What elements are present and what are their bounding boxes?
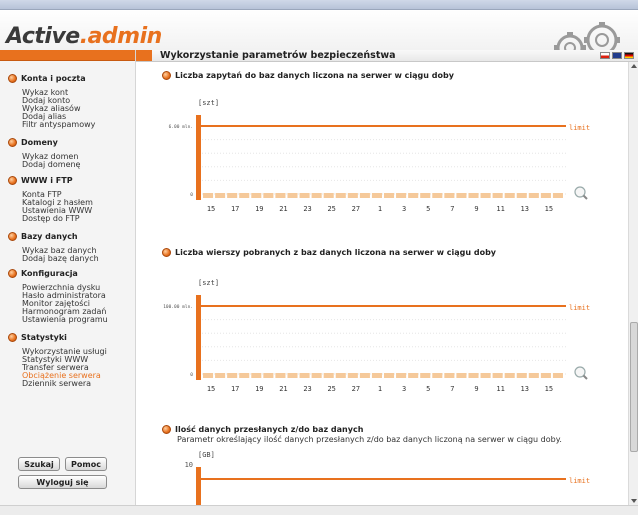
x-tick-label: 3 xyxy=(401,205,407,213)
sidebar-item-add-database[interactable]: Dodaj bazę danych xyxy=(22,254,99,263)
data-bar xyxy=(275,193,285,198)
x-tick-label: 23 xyxy=(303,385,312,393)
sidebar-item-ftp-access[interactable]: Dostęp do FTP xyxy=(22,214,80,223)
help-button[interactable]: Pomoc xyxy=(65,457,107,471)
data-bar xyxy=(420,373,430,378)
data-bar xyxy=(505,373,515,378)
data-bar xyxy=(456,193,466,198)
data-bar xyxy=(396,373,406,378)
sidebar-item-task-scheduler[interactable]: Harmonogram zadań xyxy=(22,307,107,316)
y-tick-label: 100.00 mln. xyxy=(163,305,193,310)
limit-label: limit xyxy=(569,304,591,312)
bullet-icon xyxy=(8,74,17,83)
sidebar-item-add-domain[interactable]: Dodaj domenę xyxy=(22,160,81,169)
chart-title: Ilość danych przesłanych z/do baz danych xyxy=(175,425,364,434)
data-bar xyxy=(384,373,394,378)
data-bar xyxy=(360,193,370,198)
x-tick-label: 27 xyxy=(351,205,361,213)
data-bar xyxy=(529,193,539,198)
data-bar xyxy=(384,193,394,198)
header xyxy=(0,10,638,50)
section-title: Bazy danych xyxy=(21,232,78,241)
data-bar xyxy=(432,373,442,378)
content-area xyxy=(136,62,628,505)
x-tick-label: 23 xyxy=(303,205,312,213)
search-button[interactable]: Szukaj xyxy=(18,457,60,471)
data-bar xyxy=(529,373,539,378)
x-tick-label: 15 xyxy=(206,205,216,213)
scroll-up-icon[interactable] xyxy=(631,64,637,68)
section-title: Statystyki xyxy=(21,333,67,342)
y-tick-label: 10 xyxy=(184,461,193,469)
chart-subtitle: Parametr określający ilość danych przesłanych z/do baz danych liczoną na serwer w ciągu doby. xyxy=(177,435,562,444)
logo[interactable] xyxy=(6,24,162,49)
data-bar xyxy=(324,193,334,198)
x-tick-label: 21 xyxy=(279,385,288,393)
chart-title: Liczba zapytań do baz danych liczona na serwer w ciągu doby xyxy=(175,71,454,80)
sidebar-section-databases xyxy=(8,232,99,263)
sidebar-item-add-alias[interactable]: Dodaj alias xyxy=(22,112,67,121)
data-bar xyxy=(481,373,491,378)
x-tick-label: 7 xyxy=(450,205,455,213)
y-axis-bar xyxy=(196,115,201,200)
x-tick-label: 25 xyxy=(327,205,336,213)
data-bar xyxy=(312,193,322,198)
data-bar xyxy=(372,193,382,198)
bullet-icon xyxy=(162,248,171,257)
data-bar xyxy=(408,373,418,378)
data-bar xyxy=(517,193,527,198)
data-bar xyxy=(336,373,346,378)
section-title: Konta i poczta xyxy=(21,74,86,83)
page-title: Wykorzystanie parametrów bezpieczeństwa xyxy=(160,50,396,61)
limit-label: limit xyxy=(569,124,591,132)
sidebar-item-password-dirs[interactable]: Katalogi z hasłem xyxy=(22,198,93,207)
x-tick-label: 13 xyxy=(520,205,529,213)
data-bar xyxy=(300,193,310,198)
x-tick-label: 1 xyxy=(377,205,383,213)
data-bar xyxy=(312,373,322,378)
data-bar xyxy=(324,373,334,378)
sidebar-section-domains xyxy=(8,138,80,169)
sidebar-item-server-transfer[interactable]: Transfer serwera xyxy=(22,363,89,372)
data-bar xyxy=(481,193,491,198)
y-axis-bar xyxy=(196,295,201,380)
data-bar xyxy=(227,373,237,378)
sidebar-item-ftp-accounts[interactable]: Konta FTP xyxy=(22,190,62,199)
x-tick-label: 17 xyxy=(230,205,240,213)
chart-rows xyxy=(136,242,628,402)
sidebar-item-add-account[interactable]: Dodaj konto xyxy=(22,96,71,105)
data-bar xyxy=(215,373,225,378)
data-bar xyxy=(541,193,551,198)
bullet-icon xyxy=(8,333,17,342)
data-bar xyxy=(420,193,430,198)
sidebar-item-server-log[interactable]: Dziennik serwera xyxy=(22,379,92,388)
data-bar xyxy=(444,373,454,378)
data-bar xyxy=(263,193,273,198)
data-bar xyxy=(360,373,370,378)
data-bar xyxy=(287,193,297,198)
y-axis-label: [szt] xyxy=(198,279,220,287)
content-titlebar xyxy=(136,50,638,62)
chart-title: Liczba wierszy pobranych z baz danych liczona na serwer w ciągu doby xyxy=(175,248,497,257)
logout-button[interactable]: Wyloguj się xyxy=(18,475,107,489)
x-tick-label: 9 xyxy=(474,205,479,213)
chart-title-row xyxy=(162,248,496,257)
sidebar-item-usage-monitor[interactable]: Monitor zajętości xyxy=(22,299,91,308)
sidebar-item-www-settings[interactable]: Ustawienia WWW xyxy=(22,206,93,215)
x-tick-label: 7 xyxy=(450,385,455,393)
y-tick-label: 0 xyxy=(190,193,193,198)
chart-queries-plot xyxy=(136,62,628,222)
y-axis-label: [szt] xyxy=(198,99,220,107)
zoom-icon-handle xyxy=(584,196,588,200)
data-bar xyxy=(263,373,273,378)
data-bar xyxy=(432,193,442,198)
chart-queries xyxy=(136,62,628,222)
chart-title-row xyxy=(162,71,454,80)
data-bar xyxy=(203,193,213,198)
data-bar xyxy=(300,373,310,378)
flag-pl-icon[interactable] xyxy=(600,52,610,59)
sidebar-item-disk-space[interactable]: Powierzchnia dysku xyxy=(22,283,101,292)
scroll-down-icon[interactable] xyxy=(631,499,637,503)
bullet-icon xyxy=(162,71,171,80)
chart-data-transfer xyxy=(136,417,628,505)
y-axis-bar xyxy=(196,467,201,505)
sidebar-item-domain-list[interactable]: Wykaz domen xyxy=(22,152,79,161)
x-tick-label: 15 xyxy=(544,205,554,213)
x-tick-label: 9 xyxy=(474,385,479,393)
x-tick-label: 13 xyxy=(520,385,529,393)
data-bar xyxy=(468,193,478,198)
data-bar xyxy=(553,373,563,378)
x-tick-label: 27 xyxy=(351,385,361,393)
sidebar-section-statistics xyxy=(8,333,107,388)
data-bar xyxy=(348,193,358,198)
data-bar xyxy=(456,373,466,378)
bullet-icon xyxy=(8,232,17,241)
language-switcher xyxy=(600,52,634,59)
data-bar xyxy=(275,373,285,378)
data-bar xyxy=(239,193,249,198)
sidebar-item-antispam[interactable]: Filtr antyspamowy xyxy=(22,120,96,129)
x-tick-label: 5 xyxy=(426,205,431,213)
logo-text-active: Active xyxy=(6,24,80,49)
sidebar-item-program-settings[interactable]: Ustawienia programu xyxy=(22,315,108,324)
logo-text-admin: .admin xyxy=(79,24,162,49)
data-bar xyxy=(493,193,503,198)
data-bar xyxy=(408,193,418,198)
data-bar xyxy=(372,373,382,378)
data-bar xyxy=(287,373,297,378)
sidebar-section-www-ftp xyxy=(8,176,93,223)
data-bar xyxy=(336,193,346,198)
x-tick-label: 5 xyxy=(426,385,431,393)
sidebar-header-bar xyxy=(0,50,135,61)
data-bar xyxy=(541,373,551,378)
bullet-icon xyxy=(8,138,17,147)
browser-strip xyxy=(0,0,638,10)
data-bar xyxy=(444,193,454,198)
data-bar xyxy=(468,373,478,378)
sidebar-item-server-load[interactable]: Obciążenie serwera xyxy=(22,371,101,380)
x-tick-label: 19 xyxy=(255,385,264,393)
data-bar xyxy=(239,373,249,378)
x-tick-label: 15 xyxy=(544,385,554,393)
bullet-icon xyxy=(162,425,171,434)
main-panel xyxy=(136,50,638,505)
titlebar-accent xyxy=(136,50,152,61)
data-bar xyxy=(251,193,261,198)
data-bar xyxy=(251,373,261,378)
sidebar-item-account-list[interactable]: Wykaz kont xyxy=(22,88,69,97)
chart-title-row xyxy=(162,425,363,434)
scrollbar[interactable] xyxy=(628,62,638,505)
data-bar xyxy=(553,193,563,198)
x-tick-label: 25 xyxy=(327,385,336,393)
zoom-icon-handle xyxy=(584,376,588,380)
data-bar xyxy=(227,193,237,198)
sidebar-item-www-stats[interactable]: Statystyki WWW xyxy=(22,355,89,364)
sidebar-item-database-list[interactable]: Wykaz baz danych xyxy=(22,246,97,255)
x-tick-label: 19 xyxy=(255,205,264,213)
sidebar-item-alias-list[interactable]: Wykaz aliasów xyxy=(22,104,81,113)
data-bar xyxy=(493,373,503,378)
x-tick-label: 1 xyxy=(377,385,383,393)
scroll-thumb[interactable] xyxy=(630,322,638,452)
bullet-icon xyxy=(8,269,17,278)
x-tick-label: 15 xyxy=(206,385,216,393)
x-tick-label: 11 xyxy=(496,385,505,393)
flag-gb-icon[interactable] xyxy=(612,52,622,59)
data-bar xyxy=(348,373,358,378)
chart-rows-plot xyxy=(136,242,628,402)
sidebar-section-accounts xyxy=(8,74,95,129)
section-title: Domeny xyxy=(21,138,58,147)
section-title: WWW i FTP xyxy=(21,176,73,185)
flag-de-icon[interactable] xyxy=(624,52,634,59)
x-tick-label: 3 xyxy=(401,385,407,393)
data-bar xyxy=(396,193,406,198)
data-bar xyxy=(215,193,225,198)
x-tick-label: 17 xyxy=(230,385,240,393)
sidebar xyxy=(0,50,136,505)
sidebar-item-service-usage[interactable]: Wykorzystanie usługi xyxy=(22,347,107,356)
y-axis-label: [GB] xyxy=(198,451,215,459)
limit-label: limit xyxy=(569,477,591,485)
bullet-icon xyxy=(8,176,17,185)
y-tick-label: 6.00 mln. xyxy=(168,125,193,130)
data-bar xyxy=(203,373,213,378)
data-bar xyxy=(505,193,515,198)
sidebar-item-admin-password[interactable]: Hasło administratora xyxy=(22,291,106,300)
x-tick-label: 11 xyxy=(496,205,505,213)
status-bar xyxy=(0,505,638,515)
y-tick-label: 0 xyxy=(190,373,193,378)
sidebar-section-configuration xyxy=(8,269,108,324)
data-bar xyxy=(517,373,527,378)
x-tick-label: 21 xyxy=(279,205,288,213)
section-title: Konfiguracja xyxy=(21,269,78,278)
